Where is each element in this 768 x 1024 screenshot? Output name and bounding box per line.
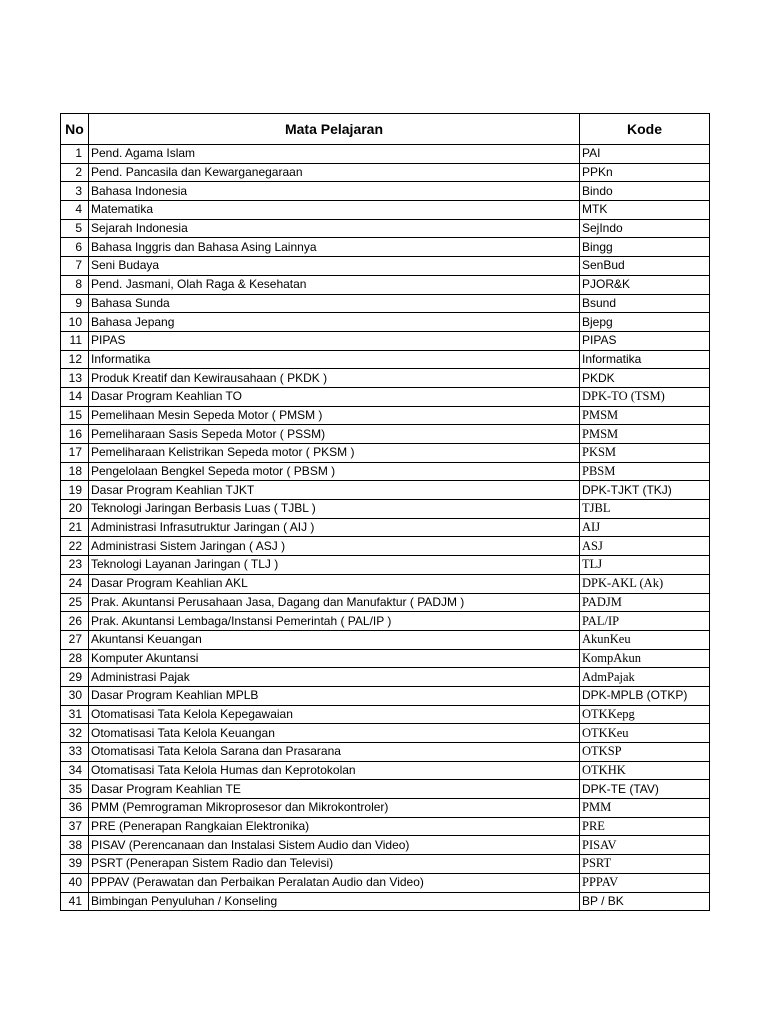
row-number: 2 — [61, 163, 89, 182]
table-row — [61, 182, 710, 201]
table-row — [61, 780, 710, 799]
subject-code: AkunKeu — [580, 630, 710, 649]
table-row — [61, 743, 710, 762]
table-row — [61, 686, 710, 705]
row-number: 1 — [61, 145, 89, 164]
table-row — [61, 836, 710, 855]
row-number: 8 — [61, 275, 89, 294]
subject-name: Otomatisasi Tata Kelola Humas dan Keprotokolan — [89, 761, 580, 780]
subject-name: Pend. Jasmani, Olah Raga & Kesehatan — [89, 275, 580, 294]
table-row — [61, 612, 710, 631]
subject-code: AIJ — [580, 518, 710, 537]
subject-code: PBSM — [580, 462, 710, 481]
subject-code: DPK-TO (TSM) — [580, 387, 710, 406]
subject-name: Pemeliharaan Sasis Sepeda Motor ( PSSM) — [89, 425, 580, 444]
table-row — [61, 630, 710, 649]
subject-name: Prak. Akuntansi Perusahaan Jasa, Dagang dan Manufaktur ( PADJM ) — [89, 593, 580, 612]
subject-name: Produk Kreatif dan Kewirausahaan ( PKDK ) — [89, 369, 580, 388]
row-number: 21 — [61, 518, 89, 537]
row-number: 20 — [61, 500, 89, 519]
row-number: 17 — [61, 444, 89, 463]
row-number: 14 — [61, 387, 89, 406]
table-row — [61, 163, 710, 182]
subject-code: PISAV — [580, 836, 710, 855]
table-body — [61, 145, 710, 911]
subject-code: Bindo — [580, 182, 710, 201]
table-row — [61, 257, 710, 276]
table-row — [61, 313, 710, 332]
subject-name: Dasar Program Keahlian TO — [89, 387, 580, 406]
row-number: 9 — [61, 294, 89, 313]
row-number: 19 — [61, 481, 89, 500]
table-row — [61, 369, 710, 388]
subject-name: Seni Budaya — [89, 257, 580, 276]
subject-name: PPPAV (Perawatan dan Perbaikan Peralatan Audio dan Video) — [89, 873, 580, 892]
table-row — [61, 294, 710, 313]
table-row — [61, 668, 710, 687]
subject-code: MTK — [580, 201, 710, 220]
subject-code: PMM — [580, 799, 710, 818]
row-number: 36 — [61, 799, 89, 818]
subject-name: Pemeliharaan Kelistrikan Sepeda motor ( PKSM ) — [89, 444, 580, 463]
subject-name: Otomatisasi Tata Kelola Keuangan — [89, 724, 580, 743]
row-number: 5 — [61, 219, 89, 238]
table-row — [61, 481, 710, 500]
row-number: 24 — [61, 574, 89, 593]
subject-code: OTKKepg — [580, 705, 710, 724]
table-row — [61, 761, 710, 780]
row-number: 38 — [61, 836, 89, 855]
row-number: 10 — [61, 313, 89, 332]
subject-code: PKSM — [580, 444, 710, 463]
table-row — [61, 705, 710, 724]
subject-name: PMM (Pemrograman Mikroprosesor dan Mikrokontroler) — [89, 799, 580, 818]
subject-code: Bjepg — [580, 313, 710, 332]
table-row — [61, 574, 710, 593]
row-number: 34 — [61, 761, 89, 780]
subject-name: Pend. Agama Islam — [89, 145, 580, 164]
table-row — [61, 145, 710, 164]
subject-name: Teknologi Layanan Jaringan ( TLJ ) — [89, 556, 580, 575]
subject-name: Informatika — [89, 350, 580, 369]
subject-name: PISAV (Perencanaan dan Instalasi Sistem Audio dan Video) — [89, 836, 580, 855]
subject-name: Bahasa Sunda — [89, 294, 580, 313]
subject-name: Prak. Akuntansi Lembaga/Instansi Pemerintah ( PAL/IP ) — [89, 612, 580, 631]
row-number: 11 — [61, 331, 89, 350]
table-row — [61, 201, 710, 220]
table-row — [61, 500, 710, 519]
subject-code: PPKn — [580, 163, 710, 182]
subject-name: PSRT (Penerapan Sistem Radio dan Televisi) — [89, 855, 580, 874]
row-number: 37 — [61, 817, 89, 836]
row-number: 30 — [61, 686, 89, 705]
subject-code-table — [60, 113, 710, 911]
table-row — [61, 275, 710, 294]
row-number: 41 — [61, 892, 89, 911]
subject-code: KompAkun — [580, 649, 710, 668]
subject-name: Bimbingan Penyuluhan / Konseling — [89, 892, 580, 911]
table-row — [61, 238, 710, 257]
subject-name: Akuntansi Keuangan — [89, 630, 580, 649]
subject-name: Administrasi Sistem Jaringan ( ASJ ) — [89, 537, 580, 556]
row-number: 3 — [61, 182, 89, 201]
subject-name: PIPAS — [89, 331, 580, 350]
subject-code: PKDK — [580, 369, 710, 388]
subject-name: Administrasi Infrasutruktur Jaringan ( AIJ ) — [89, 518, 580, 537]
subject-code: BP / BK — [580, 892, 710, 911]
table-header-row — [61, 114, 710, 145]
subject-code: PMSM — [580, 425, 710, 444]
subject-code: DPK-TJKT (TKJ) — [580, 481, 710, 500]
table-row — [61, 873, 710, 892]
subject-name: Administrasi Pajak — [89, 668, 580, 687]
subject-code: Informatika — [580, 350, 710, 369]
row-number: 15 — [61, 406, 89, 425]
row-number: 6 — [61, 238, 89, 257]
row-number: 32 — [61, 724, 89, 743]
row-number: 31 — [61, 705, 89, 724]
subject-name: Bahasa Indonesia — [89, 182, 580, 201]
table-row — [61, 556, 710, 575]
table-row — [61, 444, 710, 463]
subject-name: Dasar Program Keahlian TJKT — [89, 481, 580, 500]
subject-code: SenBud — [580, 257, 710, 276]
row-number: 4 — [61, 201, 89, 220]
row-number: 18 — [61, 462, 89, 481]
subject-name: Otomatisasi Tata Kelola Kepegawaian — [89, 705, 580, 724]
subject-code: PJOR&K — [580, 275, 710, 294]
table-row — [61, 855, 710, 874]
table-row — [61, 331, 710, 350]
subject-name: Dasar Program Keahlian TE — [89, 780, 580, 799]
row-number: 29 — [61, 668, 89, 687]
subject-name: Bahasa Jepang — [89, 313, 580, 332]
row-number: 7 — [61, 257, 89, 276]
subject-code: PRE — [580, 817, 710, 836]
subject-name: Matematika — [89, 201, 580, 220]
table-row — [61, 799, 710, 818]
subject-code: TLJ — [580, 556, 710, 575]
row-number: 22 — [61, 537, 89, 556]
subject-code: AdmPajak — [580, 668, 710, 687]
subject-name: Pemelihaan Mesin Sepeda Motor ( PMSM ) — [89, 406, 580, 425]
table-row — [61, 724, 710, 743]
row-number: 28 — [61, 649, 89, 668]
subject-name: Bahasa Inggris dan Bahasa Asing Lainnya — [89, 238, 580, 257]
table-row — [61, 387, 710, 406]
table-row — [61, 425, 710, 444]
subject-name: Dasar Program Keahlian MPLB — [89, 686, 580, 705]
table-row — [61, 649, 710, 668]
row-number: 35 — [61, 780, 89, 799]
subject-name: Sejarah Indonesia — [89, 219, 580, 238]
subject-code: PPPAV — [580, 873, 710, 892]
table-row — [61, 350, 710, 369]
table-row — [61, 817, 710, 836]
row-number: 13 — [61, 369, 89, 388]
subject-code: PADJM — [580, 593, 710, 612]
subject-code: Bingg — [580, 238, 710, 257]
subject-name: Komputer Akuntansi — [89, 649, 580, 668]
subject-code: DPK-TE (TAV) — [580, 780, 710, 799]
row-number: 39 — [61, 855, 89, 874]
table-row — [61, 462, 710, 481]
row-number: 40 — [61, 873, 89, 892]
header-kode: Kode — [580, 114, 710, 145]
subject-code: OTKKeu — [580, 724, 710, 743]
subject-name: Otomatisasi Tata Kelola Sarana dan Prasarana — [89, 743, 580, 762]
row-number: 23 — [61, 556, 89, 575]
subject-code: PAI — [580, 145, 710, 164]
subject-code: OTKHK — [580, 761, 710, 780]
subject-code: OTKSP — [580, 743, 710, 762]
subject-name: Teknologi Jaringan Berbasis Luas ( TJBL ) — [89, 500, 580, 519]
subject-code: Bsund — [580, 294, 710, 313]
row-number: 12 — [61, 350, 89, 369]
row-number: 16 — [61, 425, 89, 444]
subject-code: TJBL — [580, 500, 710, 519]
table-row — [61, 406, 710, 425]
subject-code: DPK-AKL (Ak) — [580, 574, 710, 593]
row-number: 33 — [61, 743, 89, 762]
subject-code: ASJ — [580, 537, 710, 556]
table-row — [61, 892, 710, 911]
subject-name: PRE (Penerapan Rangkaian Elektronika) — [89, 817, 580, 836]
table-row — [61, 518, 710, 537]
subject-code: PMSM — [580, 406, 710, 425]
row-number: 25 — [61, 593, 89, 612]
subject-code: PAL/IP — [580, 612, 710, 631]
table-row — [61, 537, 710, 556]
subject-code: PIPAS — [580, 331, 710, 350]
subject-code: SejIndo — [580, 219, 710, 238]
subject-name: Pengelolaan Bengkel Sepeda motor ( PBSM ) — [89, 462, 580, 481]
subject-code: DPK-MPLB (OTKP) — [580, 686, 710, 705]
table-row — [61, 593, 710, 612]
subject-name: Dasar Program Keahlian AKL — [89, 574, 580, 593]
header-mata-pelajaran: Mata Pelajaran — [89, 114, 580, 145]
table-row — [61, 219, 710, 238]
subject-name: Pend. Pancasila dan Kewarganegaraan — [89, 163, 580, 182]
header-no: No — [61, 114, 89, 145]
row-number: 27 — [61, 630, 89, 649]
subject-code: PSRT — [580, 855, 710, 874]
row-number: 26 — [61, 612, 89, 631]
